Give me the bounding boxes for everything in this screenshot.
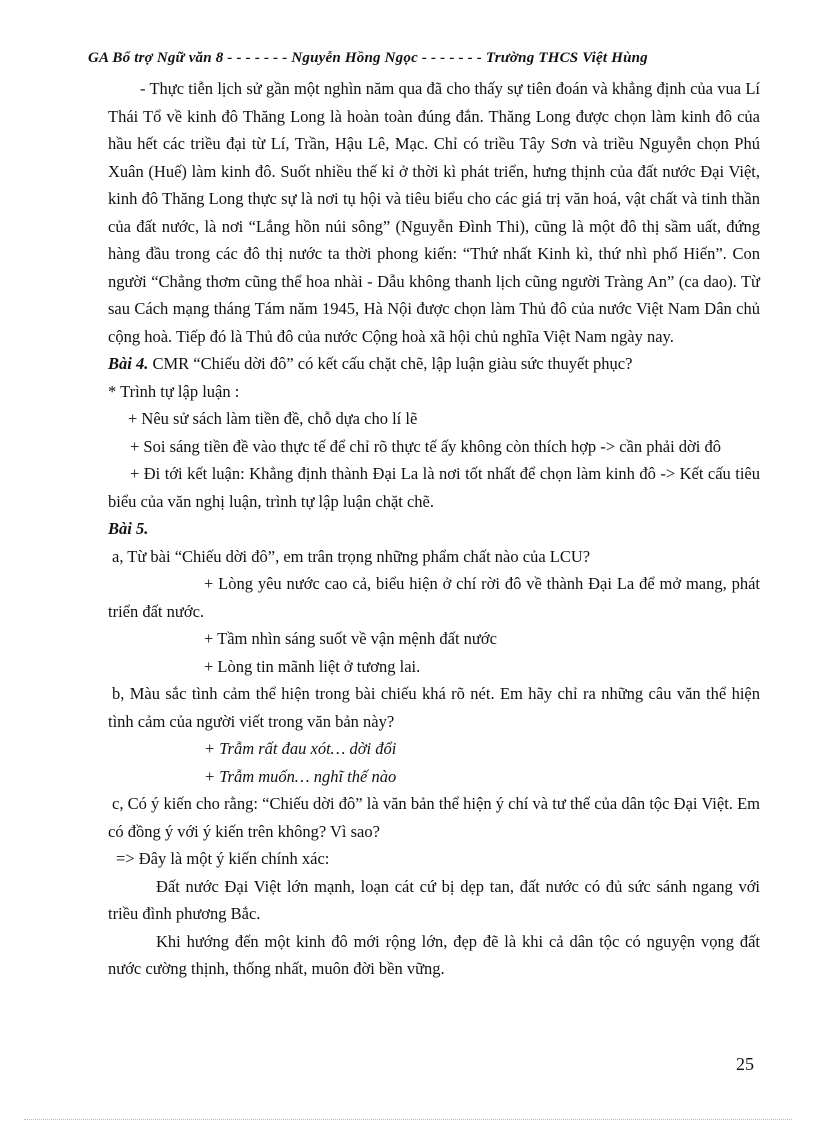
answer-item: + Lòng tin mãnh liệt ở tương lai. [204,656,421,676]
quote-item: + Trẫm muốn… nghĩ thế nào [204,766,397,786]
answer-item: + Tầm nhìn sáng suốt về vận mệnh đất nước [204,629,497,648]
exercise-4-question: CMR “Chiếu dời đô” có kết cấu chặt chẽ, lập luận giàu sức thuyết phục? [148,354,633,373]
question-a: a, Từ bài “Chiếu dời đô”, em trân trọng những phẩm chất nào của LCU? [112,546,591,566]
footer-divider [24,1119,792,1120]
paragraph-history: - Thực tiễn lịch sử gần một nghìn năm qua đã cho thấy sự tiên đoán và khẳng định của vua Lí Thái Tổ về kinh đô Thăng Long là hoàn toàn đúng đắn. Thăng Long được chọn làm kinh đô của hầu hết các triều đại từ Lí, Trần, Hậu Lê, Mạc. Chỉ có triều Tây Sơn và triều Nguyễn chọn Phú Xuân (Huế) làm kinh đô. Suốt nhiều thế kỉ ở thời kì phát triển, hưng thịnh của đất nước Đại Việt, kinh đô Thăng Long thực sự là nơi tụ hội và tiêu biểu cho các giá trị văn hoá, vật chất và tinh thần của đất nước, là nơi “Lắng hồn núi sông” (Nguyễn Đình Thi), cũng là một đô thị sầm uất, đứng hàng đầu trong các đô thị nước ta thời phong kiến: “Thứ nhất Kinh kì, thứ nhì phố Hiến”. Con người “Chẳng thơm cũng thể hoa nhài - Dẫu không thanh lịch cũng người Tràng An” (ca dao). Từ sau Cách mạng tháng Tám năm 1945, Hà Nội được chọn làm Thủ đô của nước Việt Nam Dân chủ cộng hoà. Tiếp đó là Thủ đô của nước Cộng hoà xã hội chủ nghĩa Việt Nam ngày nay. [108,79,760,346]
argument-item: + Đi tới kết luận: Khẳng định thành Đại La là nơi tốt nhất để chọn làm kinh đô -> Kết cấu tiêu biểu của văn nghị luận, trình tự lập luận chặt chẽ. [108,464,760,511]
exercise-4-label: Bài 4. [108,354,149,373]
argument-order-heading: * Trình tự lập luận : [108,381,240,401]
page-header: GA Bổ trợ Ngữ văn 8 - - - - - - - Nguyễn Hồng Ngọc - - - - - - - Trường THCS Việt Hùng [88,50,648,66]
question-b: b, Màu sắc tình cảm thể hiện trong bài chiếu khá rõ nét. Em hãy chỉ ra những câu văn thể hiện tình cảm của người viết trong văn bản này? [108,684,760,731]
argument-item: + Soi sáng tiền đề vào thực tế để chỉ rõ thực tế ấy không còn thích hợp -> cần phải dời đô [130,436,721,456]
answer-paragraph: Khi hướng đến một kinh đô mới rộng lớn, đẹp đẽ là khi cả dân tộc có nguyện vọng đất nước cường thịnh, thống nhất, muôn đời bền vững. [108,931,760,978]
answer-paragraph: Đất nước Đại Việt lớn mạnh, loạn cát cứ bị dẹp tan, đất nước có đủ sức sánh ngang với triều đình phương Bắc. [108,876,760,923]
page-number: 25 [736,1054,754,1074]
exercise-5-label: Bài 5. [108,519,149,538]
document-body [108,75,760,983]
quote-item: + Trẫm rất đau xót… dời đổi [204,739,397,758]
exercise-4 [108,350,760,378]
answer-item: + Lòng yêu nước cao cả, biểu hiện ở chí rời đô về thành Đại La để mở mang, phát triển đất nước. [108,574,760,621]
argument-item: + Nêu sử sách làm tiền đề, chỗ dựa cho lí lẽ [128,409,418,428]
question-c: c, Có ý kiến cho rằng: “Chiếu dời đô” là văn bản thể hiện ý chí và tư thế của dân tộc Đại Việt. Em có đồng ý với ý kiến trên không? Vì sao? [108,794,760,841]
answer-intro: => Đây là một ý kiến chính xác: [116,849,330,868]
